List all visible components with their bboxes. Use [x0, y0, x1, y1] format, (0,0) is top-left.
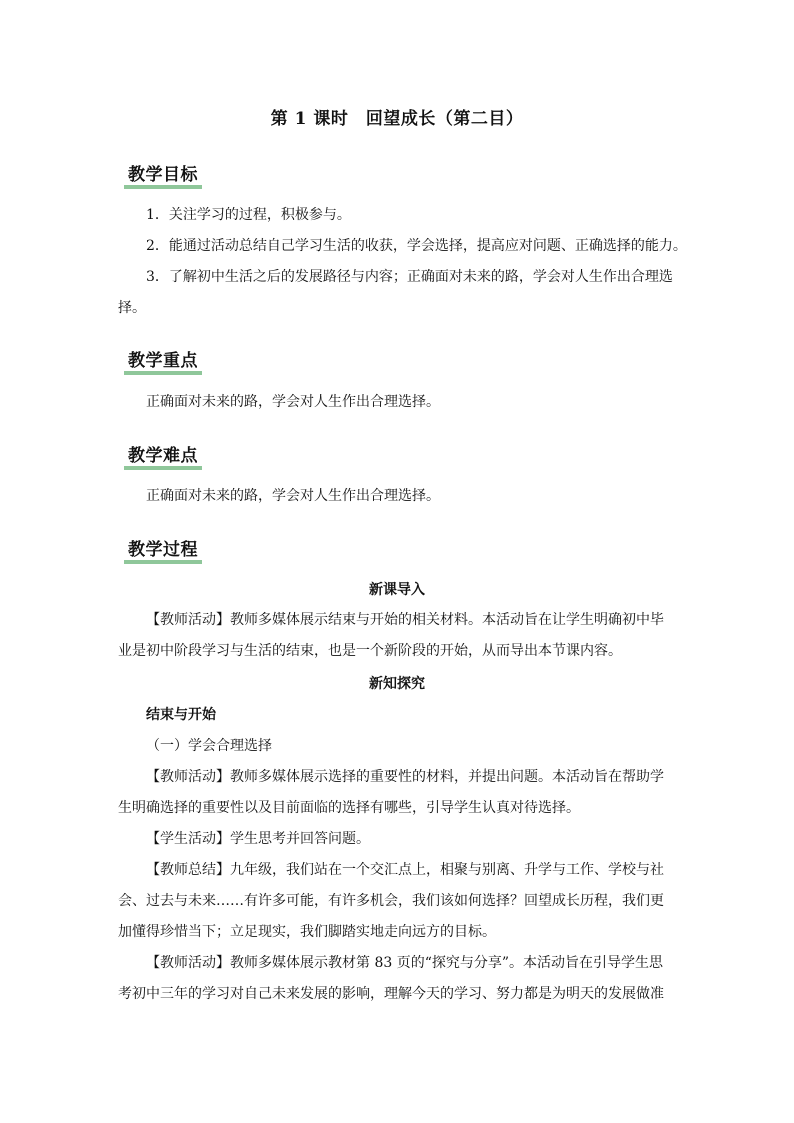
intro-text: 【教师活动】教师多媒体展示结束与开始的相关材料。本活动旨在让学生明确初中毕业是初中阶段学习与生活的结束，也是一个新阶段的开始，从而导出本节课内容。 — [118, 612, 664, 659]
objective-item-2: 2．能通过活动总结自己学习生活的收获，学会选择，提高应对问题、正确选择的能力。 — [146, 238, 687, 254]
heading-objectives: 教学目标 — [124, 160, 202, 187]
objective-item-3: 3．了解初中生活之后的发展路径与内容；正确面对未来的路，学会对人生作出合理选择。 — [118, 269, 673, 316]
subtopic-label: （一）学会合理选择 — [146, 738, 272, 754]
paragraph-3: 【教师总结】九年级，我们站在一个交汇点上，相聚与别离、升学与工作、学校与社会、过去与未来……有许多可能，有许多机会，我们该如何选择？回望成长历程，我们更加懂得珍惜当下；立足现实，我们脚踏实地走向远方的目标。 — [118, 862, 664, 940]
explore-title: 新知探究 — [369, 676, 425, 692]
objective-item-1: 1．关注学习的过程，积极参与。 — [146, 207, 351, 223]
paragraph-1: 【教师活动】教师多媒体展示选择的重要性的材料，并提出问题。本活动旨在帮助学生明确选择的重要性以及目前面临的选择有哪些，引导学生认真对待选择。 — [118, 769, 664, 816]
topic-label: 结束与开始 — [146, 707, 216, 723]
paragraph-4: 【教师活动】教师多媒体展示教材第 83 页的“探究与分享”。本活动旨在引导学生思考初中三年的学习对自己未来发展的影响，理解今天的学习、努力都是为明天的发展做准 — [118, 955, 664, 1002]
intro-title: 新课导入 — [369, 582, 425, 598]
difficulty-text: 正确面对未来的路，学会对人生作出合理选择。 — [146, 488, 440, 504]
heading-process: 教学过程 — [124, 535, 202, 562]
heading-difficulty: 教学难点 — [124, 441, 202, 468]
key-point-text: 正确面对未来的路，学会对人生作出合理选择。 — [146, 394, 440, 410]
paragraph-2: 【学生活动】学生思考并回答问题。 — [146, 831, 370, 847]
page-title: 第 1 课时 回望成长（第二目） — [270, 109, 524, 129]
heading-key-point: 教学重点 — [124, 346, 202, 373]
